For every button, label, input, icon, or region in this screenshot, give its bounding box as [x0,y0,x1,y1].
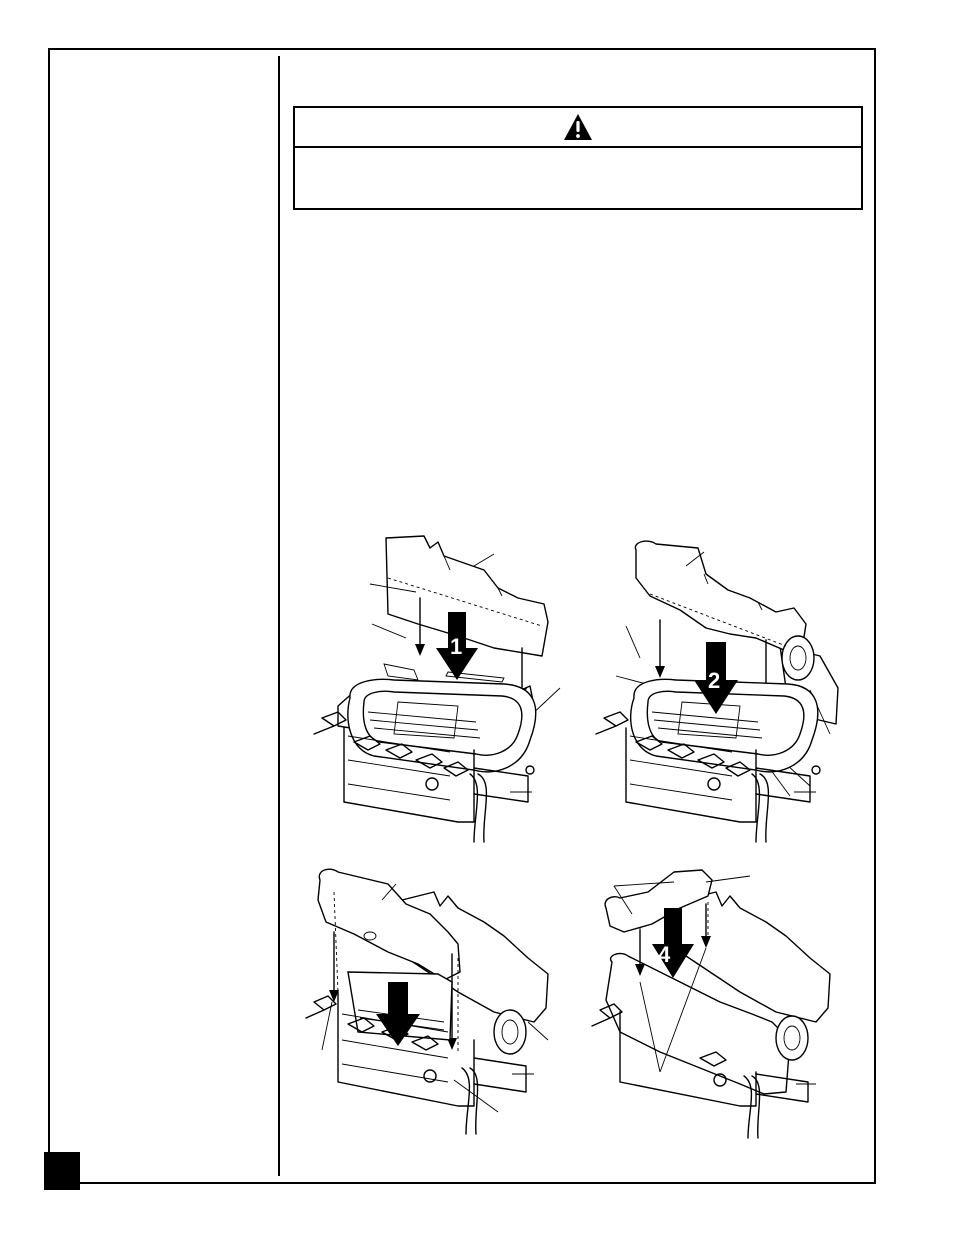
warning-header [295,108,861,148]
step-2-number: 2 [708,668,721,693]
figure-step-1 [298,530,568,846]
figure-step-3 [298,862,568,1142]
column-divider [278,56,280,1176]
warning-body [295,148,861,208]
step-1-number: 1 [450,634,463,659]
warning-box [293,106,863,210]
figure-step-2 [580,538,850,846]
page-number-tab [44,1152,80,1190]
warning-triangle-icon [563,113,593,141]
figure-step-4 [580,862,850,1142]
step-4-number: 4 [658,942,671,967]
